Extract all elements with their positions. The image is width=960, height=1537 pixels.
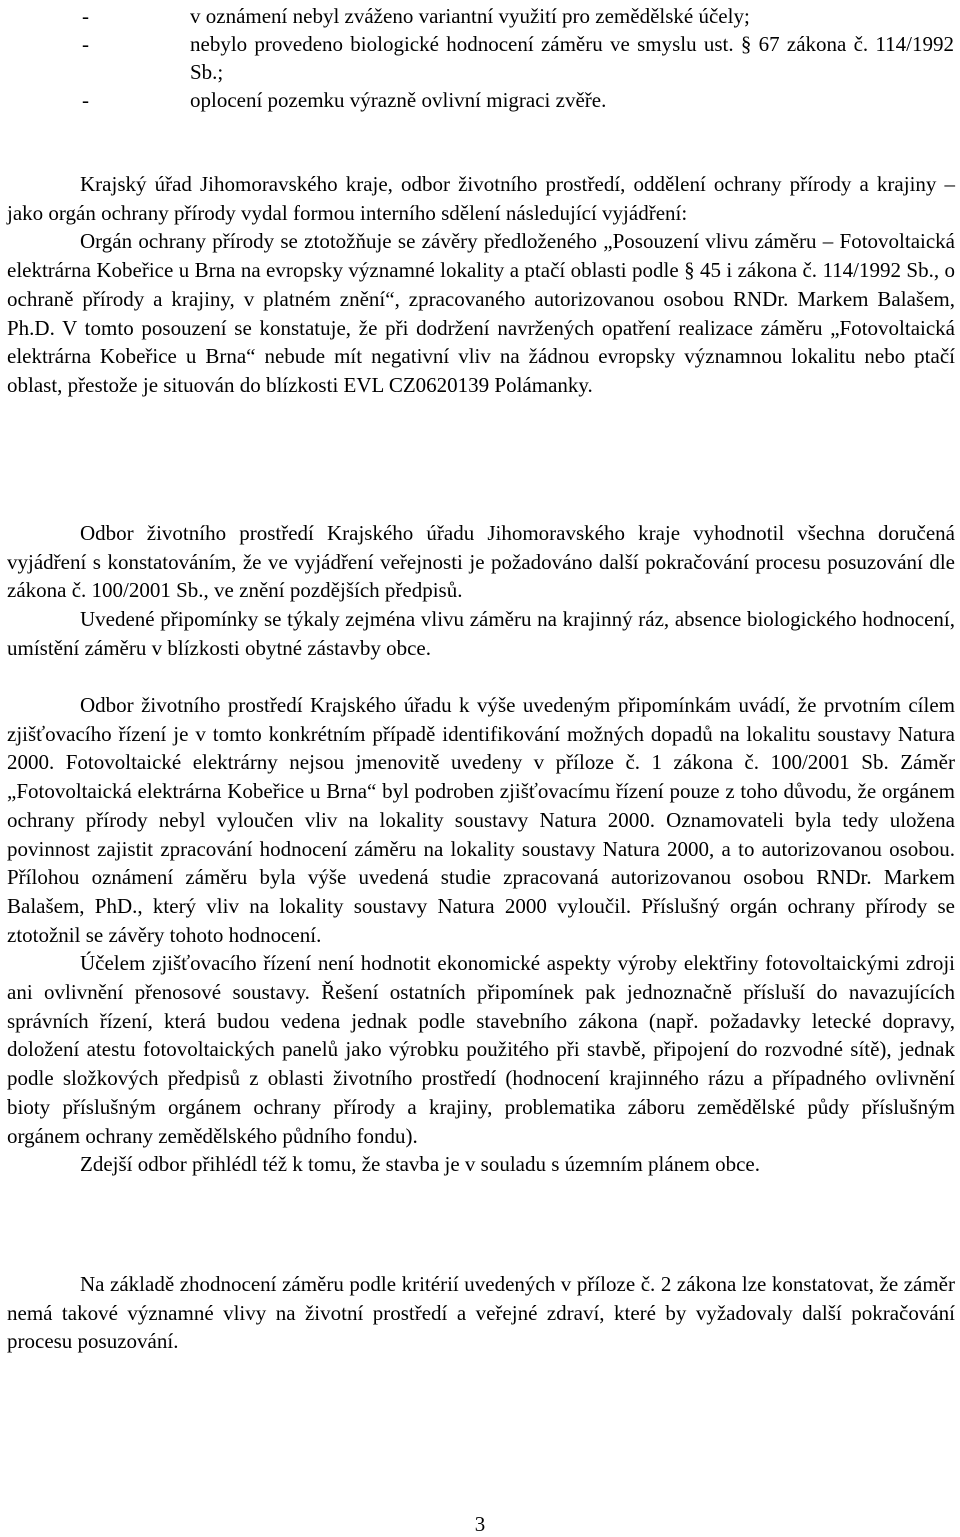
paragraph-evaluation: [7, 519, 955, 663]
paragraph-text: Odbor životního prostředí Krajského úřadu k výše uvedeným připomínkám uvádí, že prvotním cílem zjišťovacího řízení je v tomto konkrétním případě identifikování možných dopadů na lokalitu soustavy Natura 2000. Fotovoltaické elektrárny nejsou jmenovitě uvedeny v příloze č. 1 zákona č. 100/2001 Sb. Záměr „Fotovoltaická elektrárna Kobeřice u Brna“ byl podroben zjišťovacímu řízení pouze z toho důvodu, že orgánem ochrany přírody nebyl vyloučen vliv na lokality soustavy Natura 2000. Oznamovateli byla tedy uložena povinnost zajistit zpracování hodnocení záměru na lokality soustavy Natura 2000, a to autorizovanou osobou. Přílohou oznámení záměru byla výše uvedená studie zpracovaná autorizovanou osobou RNDr. Markem Balašem, PhD., který vliv na lokality soustavy Natura 2000 vyloučil. Příslušný orgán ochrany přírody se ztotožnil se závěry tohoto hodnocení.: [7, 693, 955, 947]
paragraph-conclusion: [7, 1270, 955, 1356]
paragraph-text: Odbor životního prostředí Krajského úřadu Jihomoravského kraje vyhodnotil všechna doručená vyjádření s konstatováním, že ve vyjádření veřejnosti je požadováno další pokračování procesu posuzování dle zákona č. 100/2001 Sb., ve znění pozdějších předpisů.: [7, 521, 955, 603]
list-item: [82, 86, 954, 114]
paragraph-text: Účelem zjišťovacího řízení není hodnotit ekonomické aspekty výroby elektřiny fotovoltaickými zdroji ani ovlivnění přenosové soustavy. Řešení ostatních připomínek pak jednoznačně přísluší do navazujících správních řízení, která budou vedena jednak podle stavebního zákona (např. požadavky letecké dopravy, doložení atestu fotovoltaických panelů jako výrobku použitého při stavbě, připojení do rozvodné sítě), jednak podle složkových předpisů z oblasti životního prostředí (hodnocení krajinného rázu a případného ovlivnění bioty příslušným orgánem ochrany přírody a krajiny, problematika záboru zemědělské půdy příslušným orgánem ochrany zemědělského půdního fondu).: [7, 951, 955, 1148]
list-item: [82, 2, 954, 30]
paragraph-response: [7, 691, 955, 1179]
paragraph-nature-protection: [7, 170, 955, 400]
paragraph-text: Zdejší odbor přihlédl též k tomu, že stavba je v souladu s územním plánem obce.: [80, 1152, 760, 1177]
paragraph-text: Orgán ochrany přírody se ztotožňuje se závěry předloženého „Posouzení vlivu záměru – Fotovoltaická elektrárna Kobeřice u Brna na evropsky významné lokality a ptačí oblasti podle § 45 i zákona č. 114/1992 Sb., o ochraně přírody a krajiny, v platném znění“, zpracovaného autorizovanou osobou RNDr. Markem Balašem, Ph.D. V tomto posouzení se konstatuje, že při dodržení navržených opatření realizace záměru „Fotovoltaická elektrárna Kobeřice u Brna“ nebude mít negativní vliv na žádnou evropsky významnou lokalitu nebo ptačí oblast, přestože je situován do blízkosti EVL CZ0620139 Polámanky.: [7, 229, 955, 397]
page-number: 3: [474, 1512, 486, 1536]
list-item: [82, 30, 954, 86]
bullet-marker: -: [82, 4, 89, 28]
bullet-marker: -: [82, 88, 89, 112]
paragraph-text: Na základě zhodnocení záměru podle kritérií uvedených v příloze č. 2 zákona lze konstatovat, že záměr nemá takové významné vlivy na životní prostředí a veřejné zdraví, které by vyžadovaly další pokračování procesu posuzování.: [7, 1272, 955, 1354]
bullet-text: oplocení pozemku výrazně ovlivní migraci zvěře.: [190, 88, 607, 112]
bullet-marker: -: [82, 32, 89, 56]
paragraph-text: Uvedené připomínky se týkaly zejména vlivu záměru na krajinný ráz, absence biologického hodnocení, umístění záměru v blízkosti obytné zástavby obce.: [7, 607, 955, 660]
paragraph-text: Krajský úřad Jihomoravského kraje, odbor životního prostředí, oddělení ochrany přírody a krajiny – jako orgán ochrany přírody vydal formou interního sdělení následující vyjádření:: [7, 172, 955, 225]
bullet-text: v oznámení nebyl zváženo variantní využití pro zemědělské účely;: [190, 4, 750, 28]
bullet-text: nebylo provedeno biologické hodnocení záměru ve smyslu ust. § 67 zákona č. 114/1992 Sb.;: [190, 32, 954, 84]
bullet-list: [82, 2, 954, 114]
